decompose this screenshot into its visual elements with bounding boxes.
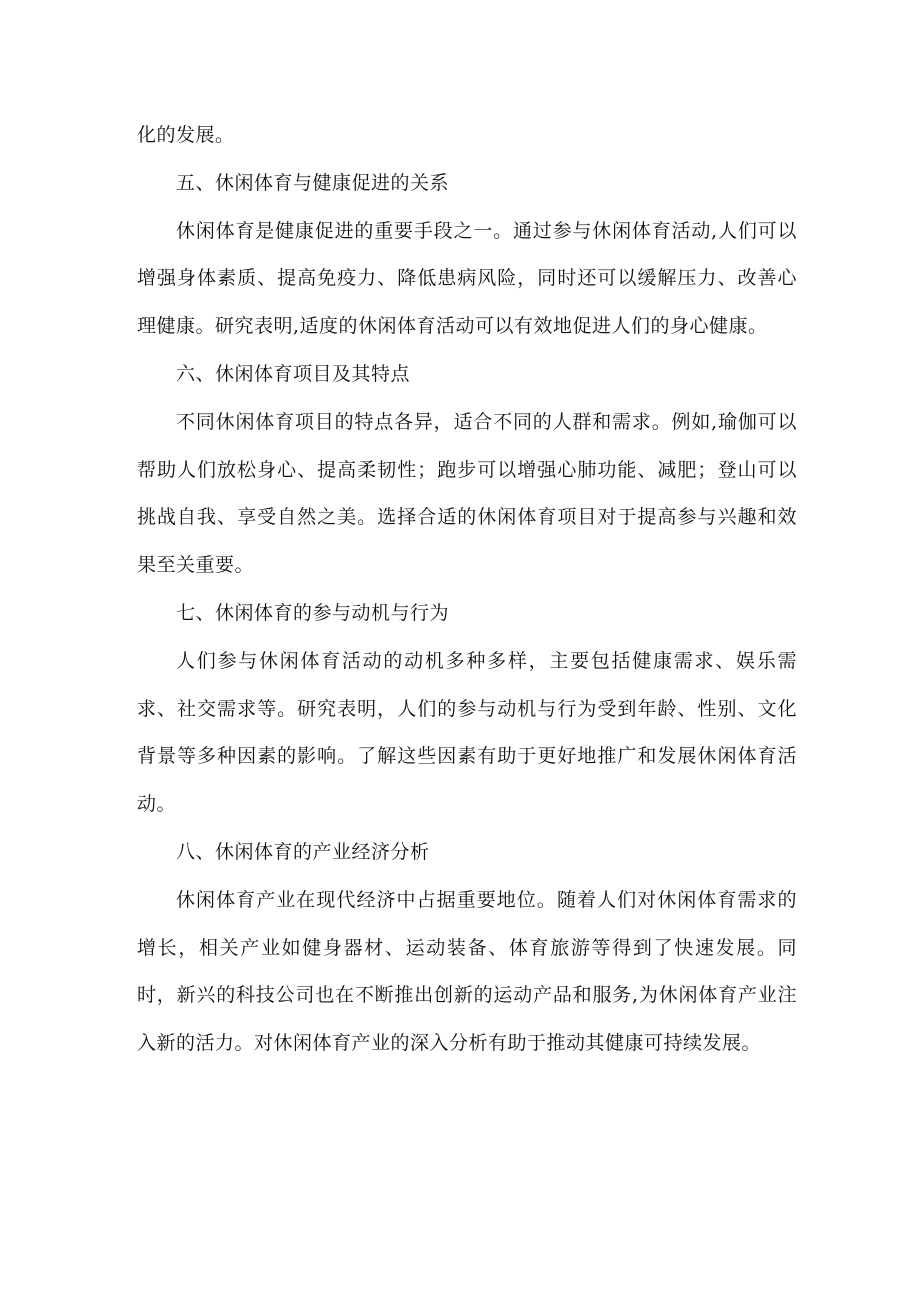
- section-heading-6: 六、休闲体育项目及其特点: [176, 362, 411, 385]
- body-paragraph: 休闲体育是健康促进的重要手段之一。通过参与休闲体育活动,人们可以增强身体素质、提高免疫力、降低患病风险，同时还可以缓解压力、改善心理健康。研究表明,适度的休闲体育活动可以有效地促进人们的身心健康。: [137, 219, 797, 338]
- section-heading-8: 八、休闲体育的产业经济分析: [176, 840, 430, 863]
- body-paragraph: 人们参与休闲体育活动的动机多种多样，主要包括健康需求、娱乐需求、社交需求等。研究表明，人们的参与动机与行为受到年龄、性别、文化背景等多种因素的影响。了解这些因素有助于更好地推广和发展休闲体育活动。: [137, 649, 797, 816]
- body-paragraph: 不同休闲体育项目的特点各异，适合不同的人群和需求。例如,瑜伽可以帮助人们放松身心、提高柔韧性；跑步可以增强心肺功能、减肥；登山可以挑战自我、享受自然之美。选择合适的休闲体育项目对于提高参与兴趣和效果至关重要。: [137, 410, 797, 577]
- document-body: [137, 112, 797, 1068]
- section-heading-7: 七、休闲体育的参与动机与行为: [176, 601, 450, 624]
- continuation-paragraph: 化的发展。: [137, 124, 235, 146]
- section-heading-5: 五、休闲体育与健康促进的关系: [176, 171, 450, 194]
- body-paragraph: 休闲体育产业在现代经济中占据重要地位。随着人们对休闲体育需求的增长，相关产业如健身器材、运动装备、体育旅游等得到了快速发展。同时，新兴的科技公司也在不断推出创新的运动产品和服务,为休闲体育产业注入新的活力。对休闲体育产业的深入分析有助于推动其健康可持续发展。: [137, 888, 797, 1055]
